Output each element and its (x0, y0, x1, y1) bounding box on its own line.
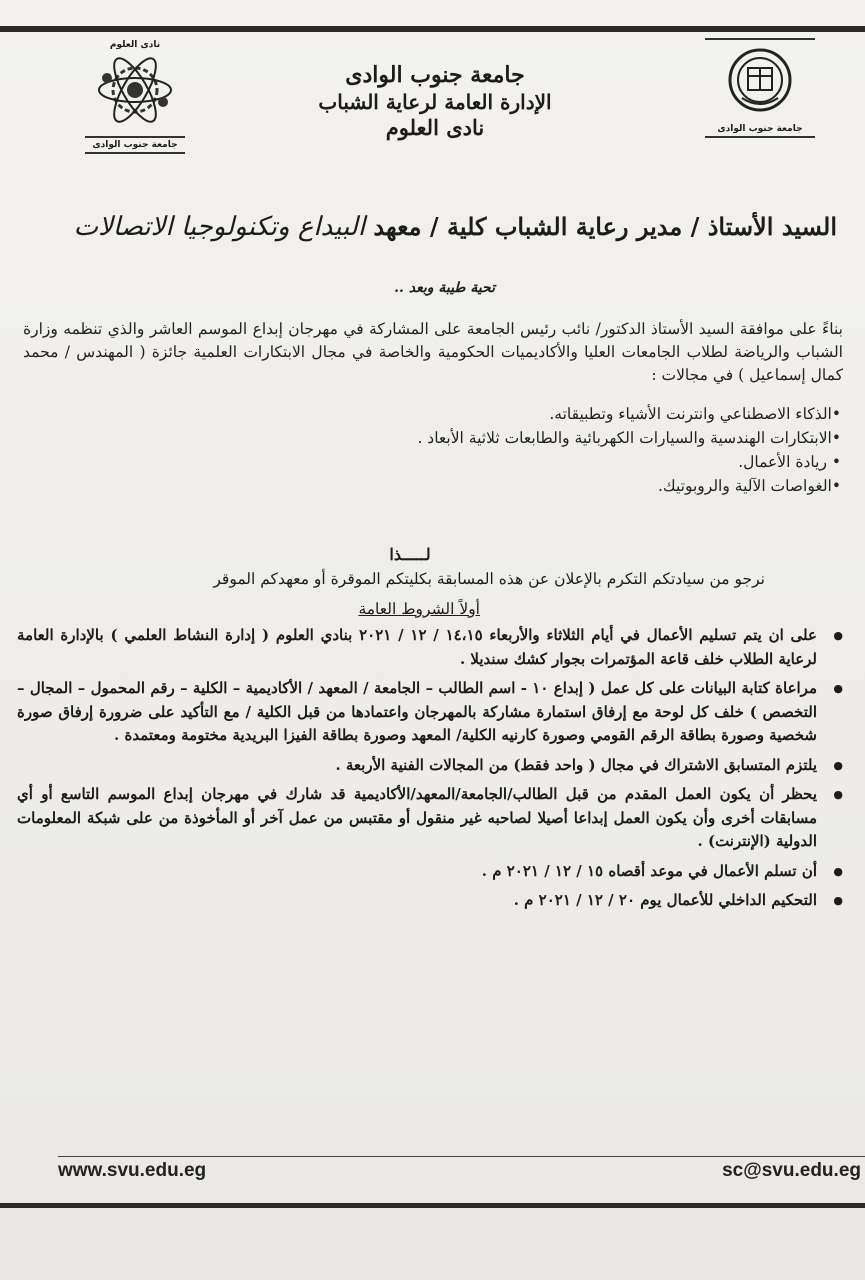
university-seal-icon (720, 42, 800, 120)
list-item: •الذكاء الاصطناعي وانترنت الأشياء وتطبيقاته. (549, 405, 841, 423)
therefore-heading: لـــــذا (389, 545, 431, 564)
logo-underline (705, 136, 815, 138)
condition-item: ● مراعاة كتابة البيانات على كل عمل ( إبداع ١٠ - اسم الطالب – الجامعة / المعهد / الأكاديمية – الكلية – رقم المحمول – المجال – التخصص ) خلف كل لوحة مع إرفاق استمارة مشاركة بالمهرجان واعتمادها من قبل الكلية / مع التأكيد على ضرورة إرفاق صورة شخصية وصورة بطاقة الرقم القومي وصورة كارنيه الكلية/ المعهد وصورة بطاقة الفيزا البريدية مختومة ومعتمدة . (17, 677, 847, 748)
university-logo-caption: جامعة جنوب الوادى (717, 124, 803, 134)
condition-item: ● على ان يتم تسليم الأعمال في أيام الثلاثاء والأربعاء ١٤،١٥ / ١٢ / ٢٠٢١ بنادي العلوم ( إدارة النشاط العلمي ) بالإدارة العامة لرعاية الطلاب خلف قاعة المؤتمرات بجوار كشك سنديلا . (17, 624, 847, 671)
science-club-logo (80, 40, 190, 170)
logo-underline (85, 136, 185, 138)
science-club-logo-university: جامعة جنوب الوادى (92, 140, 178, 150)
letterhead (250, 62, 620, 141)
addressee-handwritten: البيداع وتكنولوجيا الاتصالات (73, 212, 366, 242)
conditions-title: أولاً الشروط العامة (358, 600, 480, 618)
intro-paragraph: بناءً على موافقة السيد الأستاذ الدكتور/ نائب رئيس الجامعة على المشاركة في مهرجان إبداع الموسم العاشر والذي تنظمه وزارة الشباب والرياضة لطلاب الجامعات العليا والأكاديميات الحكومية والخاصة في مجال الابتكارات العلمية جائزة ( المهندس / محمد كمال إسماعيل ) في مجالات : (23, 320, 843, 384)
condition-item: ● أن تسلم الأعمال في موعد أقصاه ١٥ / ١٢ / ٢٠٢١ م . (17, 860, 847, 884)
logo-underline (85, 152, 185, 154)
logo-overline (705, 38, 815, 40)
university-name: جامعة جنوب الوادى (345, 62, 525, 88)
addressee-line (17, 212, 837, 242)
top-divider (0, 26, 865, 32)
list-item: •الابتكارات الهندسية والسيارات الكهربائية والطابعات ثلاثية الأبعاد . (417, 429, 841, 447)
bottom-divider (0, 1203, 865, 1208)
science-club-logo-title: نادى العلوم (109, 40, 161, 50)
website-link: www.svu.edu.eg (58, 1160, 207, 1181)
condition-item: ● يلتزم المتسابق الاشتراك في مجال ( واحد فقط) من المجالات الفنية الأربعة . (17, 754, 847, 778)
greeting: تحية طيبة وبعد .. (394, 280, 495, 296)
atom-gear-icon (85, 50, 185, 130)
club-name: نادى العلوم (385, 114, 485, 140)
addressee-printed: السيد الأستاذ / مدير رعاية الشباب كلية / معهد (373, 212, 837, 241)
university-logo (700, 36, 820, 166)
list-item: • ريادة الأعمال. (738, 453, 841, 471)
email-address: sc@svu.edu.eg (722, 1160, 861, 1181)
conditions-list (17, 624, 847, 919)
fields-list (23, 402, 843, 498)
administration-name: الإدارة العامة لرعاية الشباب (318, 89, 552, 114)
list-item: •الغواصات الآلية والروبوتيك. (657, 477, 841, 495)
condition-item: ● يحظر أن يكون العمل المقدم من قبل الطالب/الجامعة/المعهد/الأكاديمية قد شارك في مهرجان إبداع الموسم التاسع أو أي مسابقات أخرى وأن يكون العمل إبداعا أصيلا لصاحبه غير منقول أو مقتبس من عمل آخر أو المأخوذة من على شبكة المعلومات الدولية (الإنترنت) . (17, 783, 847, 854)
request-sentence: نرجو من سيادتكم التكرم بالإعلان عن هذه المسابقة بكليتكم الموقرة أو معهدكم الموقر (213, 570, 765, 588)
condition-item: ● التحكيم الداخلي للأعمال يوم ٢٠ / ١٢ / ٢٠٢١ م . (17, 889, 847, 913)
footer-divider (58, 1156, 865, 1157)
